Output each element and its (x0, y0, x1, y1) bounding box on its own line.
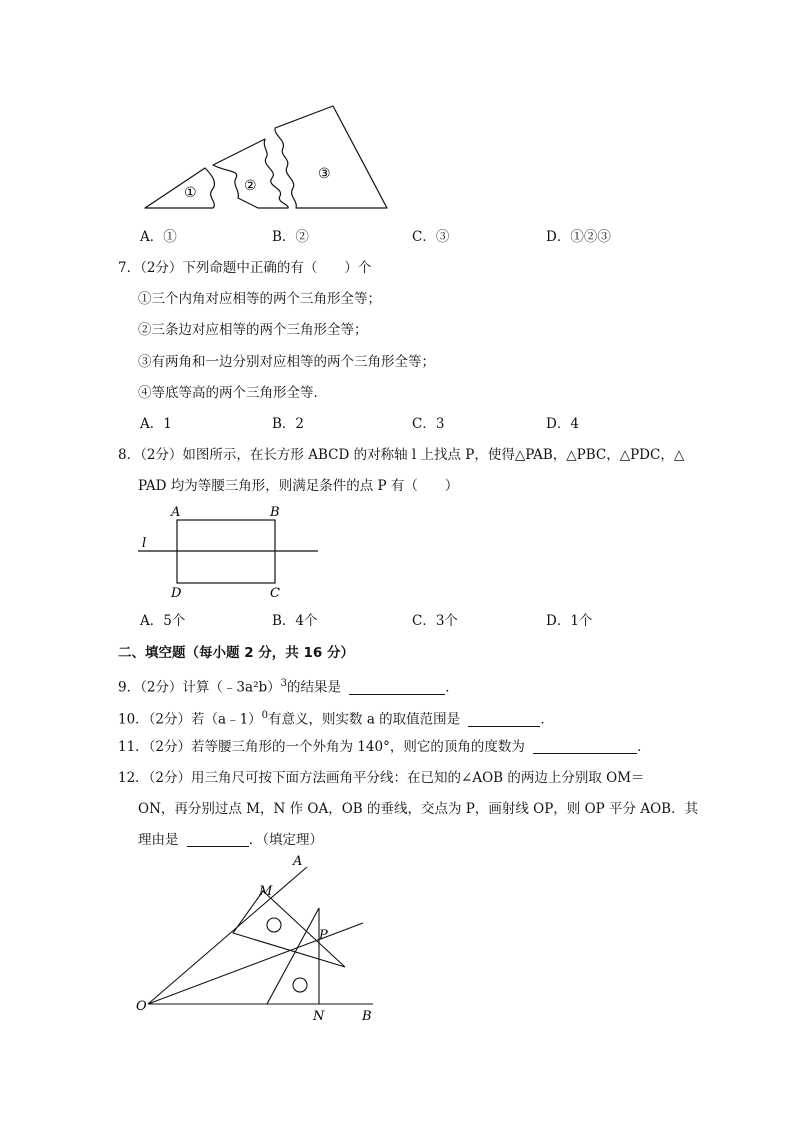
q10-end: ． (540, 711, 554, 728)
q8-option-b-text: 4个 (295, 613, 318, 629)
q6-option-c (412, 227, 449, 247)
q6-option-d (546, 227, 611, 247)
q8-option-a-letter: A． (140, 613, 164, 629)
q12-ray-oa (148, 867, 307, 1004)
q6-option-d-letter: D． (546, 229, 571, 245)
q6-option-a-text: ① (163, 229, 177, 245)
q8-option-c-text: 3个 (435, 613, 458, 629)
q7-statement-1: ①三个内角对应相等的两个三角形全等； (138, 291, 381, 307)
q8-option-b (272, 611, 318, 631)
q8-option-a-text: 5个 (163, 613, 186, 629)
q8-option-c-letter: C． (412, 613, 436, 629)
q8-stem-line-2: PAD 均为等腰三角形，则满足条件的点 P 有（ ） (138, 478, 459, 494)
q12-label-o: O (136, 999, 147, 1014)
q7-option-b-text: 2 (295, 416, 305, 432)
q12-line-2: ON，再分别过点 M，N 作 OA，OB 的垂线，交点为 P，画射线 OP，则 OP 平分 AOB．其 (138, 801, 699, 817)
q12-answer-blank[interactable] (187, 832, 249, 847)
q12-ray-op (148, 923, 363, 1004)
q6-option-c-letter: C． (412, 229, 436, 245)
q7-option-a-letter: A． (140, 416, 164, 432)
q8-label-d: D (171, 586, 182, 601)
q6-piece-3 (275, 106, 387, 208)
q8-figure (130, 500, 330, 602)
q9-answer-blank[interactable] (349, 680, 445, 695)
q6-option-b-letter: B． (272, 229, 296, 245)
q12-label-b: B (362, 1009, 372, 1024)
q12-label-m: M (259, 884, 273, 899)
q12-label-a: A (293, 854, 303, 869)
q6-option-d-text: ①②③ (570, 229, 611, 245)
q8-label-b: B (270, 505, 280, 520)
q12-hole-upper (267, 918, 281, 932)
q11-text: 11．（2分）若等腰三角形的一个外角为 140°，则它的顶角的度数为 (118, 739, 525, 755)
q6-option-b (272, 227, 309, 247)
q8-option-d-text: 1个 (570, 613, 593, 629)
section-2-heading: 二、填空题（每小题 2 分，共 16 分） (118, 645, 354, 661)
q9-prefix: 9．（2分）计算（﹣3a²b） (118, 679, 281, 696)
q8-option-d (546, 611, 592, 631)
q7-option-d-letter: D． (546, 416, 571, 432)
q6-figure (0, 0, 794, 230)
q8-option-c (412, 611, 458, 631)
q7-stem: 7．（2分）下列命题中正确的有（ ）个 (118, 260, 372, 276)
q12-label-p: P (319, 928, 328, 943)
q11 (118, 737, 651, 757)
q7-option-a-text: 1 (163, 416, 172, 432)
q7-option-d (546, 414, 579, 434)
q7-option-c-text: 3 (435, 416, 445, 432)
q6-option-a (140, 227, 177, 247)
q6-piece-2 (213, 139, 288, 208)
q9-exponent: 3 (280, 678, 287, 689)
q8-option-b-letter: B． (272, 613, 296, 629)
q6-figure-label-3: ③ (318, 166, 331, 182)
q10 (118, 706, 554, 730)
q12-reason-suffix: ．（填定理） (248, 832, 324, 848)
q7-option-b (272, 414, 304, 434)
q9-end: ． (445, 679, 459, 696)
q12-line-1: 12．（2分）用三角尺可按下面方法画角平分线：在已知的∠AOB 的两边上分别取 OM＝ (118, 770, 645, 786)
q7-statement-4: ④等底等高的两个三角形全等． (138, 385, 327, 401)
q6-piece-1 (145, 168, 214, 208)
q6-option-a-letter: A． (140, 229, 164, 245)
q9-suffix: 的结果是 (287, 679, 341, 696)
q10-answer-blank[interactable] (468, 712, 540, 727)
q8-label-c: C (270, 586, 280, 601)
q11-end: ． (637, 739, 651, 755)
q10-prefix: 10．（2分）若（a﹣1） (118, 711, 262, 728)
q12-reason-prefix: 理由是 (138, 832, 179, 848)
q9 (118, 674, 459, 698)
q6-option-b-text: ② (295, 229, 309, 245)
q10-suffix: 有意义，则实数 a 的取值范围是 (268, 711, 461, 728)
q7-option-c-letter: C． (412, 416, 436, 432)
q12-label-n: N (313, 1009, 325, 1024)
q12-figure (130, 852, 390, 1032)
q12-hole-lower (293, 978, 307, 992)
q6-figure-label-1: ① (184, 185, 197, 201)
q8-option-a (140, 611, 185, 631)
q7-statement-2: ②三条边对应相等的两个三角形全等； (138, 322, 368, 338)
q6-option-c-text: ③ (435, 229, 450, 245)
q8-label-a: A (171, 505, 181, 520)
q12-line-3 (138, 830, 323, 850)
q7-statement-3: ③有两角和一边分别对应相等的两个三角形全等； (138, 354, 435, 370)
q8-label-l: l (142, 536, 147, 551)
q7-option-b-letter: B． (272, 416, 296, 432)
q7-option-a (140, 414, 172, 434)
q6-figure-label-2: ② (244, 178, 257, 194)
q10-exponent: 0 (261, 710, 269, 721)
q8-stem-line-1: 8．（2分）如图所示，在长方形 ABCD 的对称轴 l 上找点 P，使得△PAB，△PBC，△PDC，△ (118, 447, 685, 463)
q8-option-d-letter: D． (546, 613, 571, 629)
q7-option-c (412, 414, 444, 434)
q7-option-d-text: 4 (570, 416, 579, 432)
q12-set-square-upper (233, 891, 345, 967)
q11-answer-blank[interactable] (533, 739, 637, 754)
